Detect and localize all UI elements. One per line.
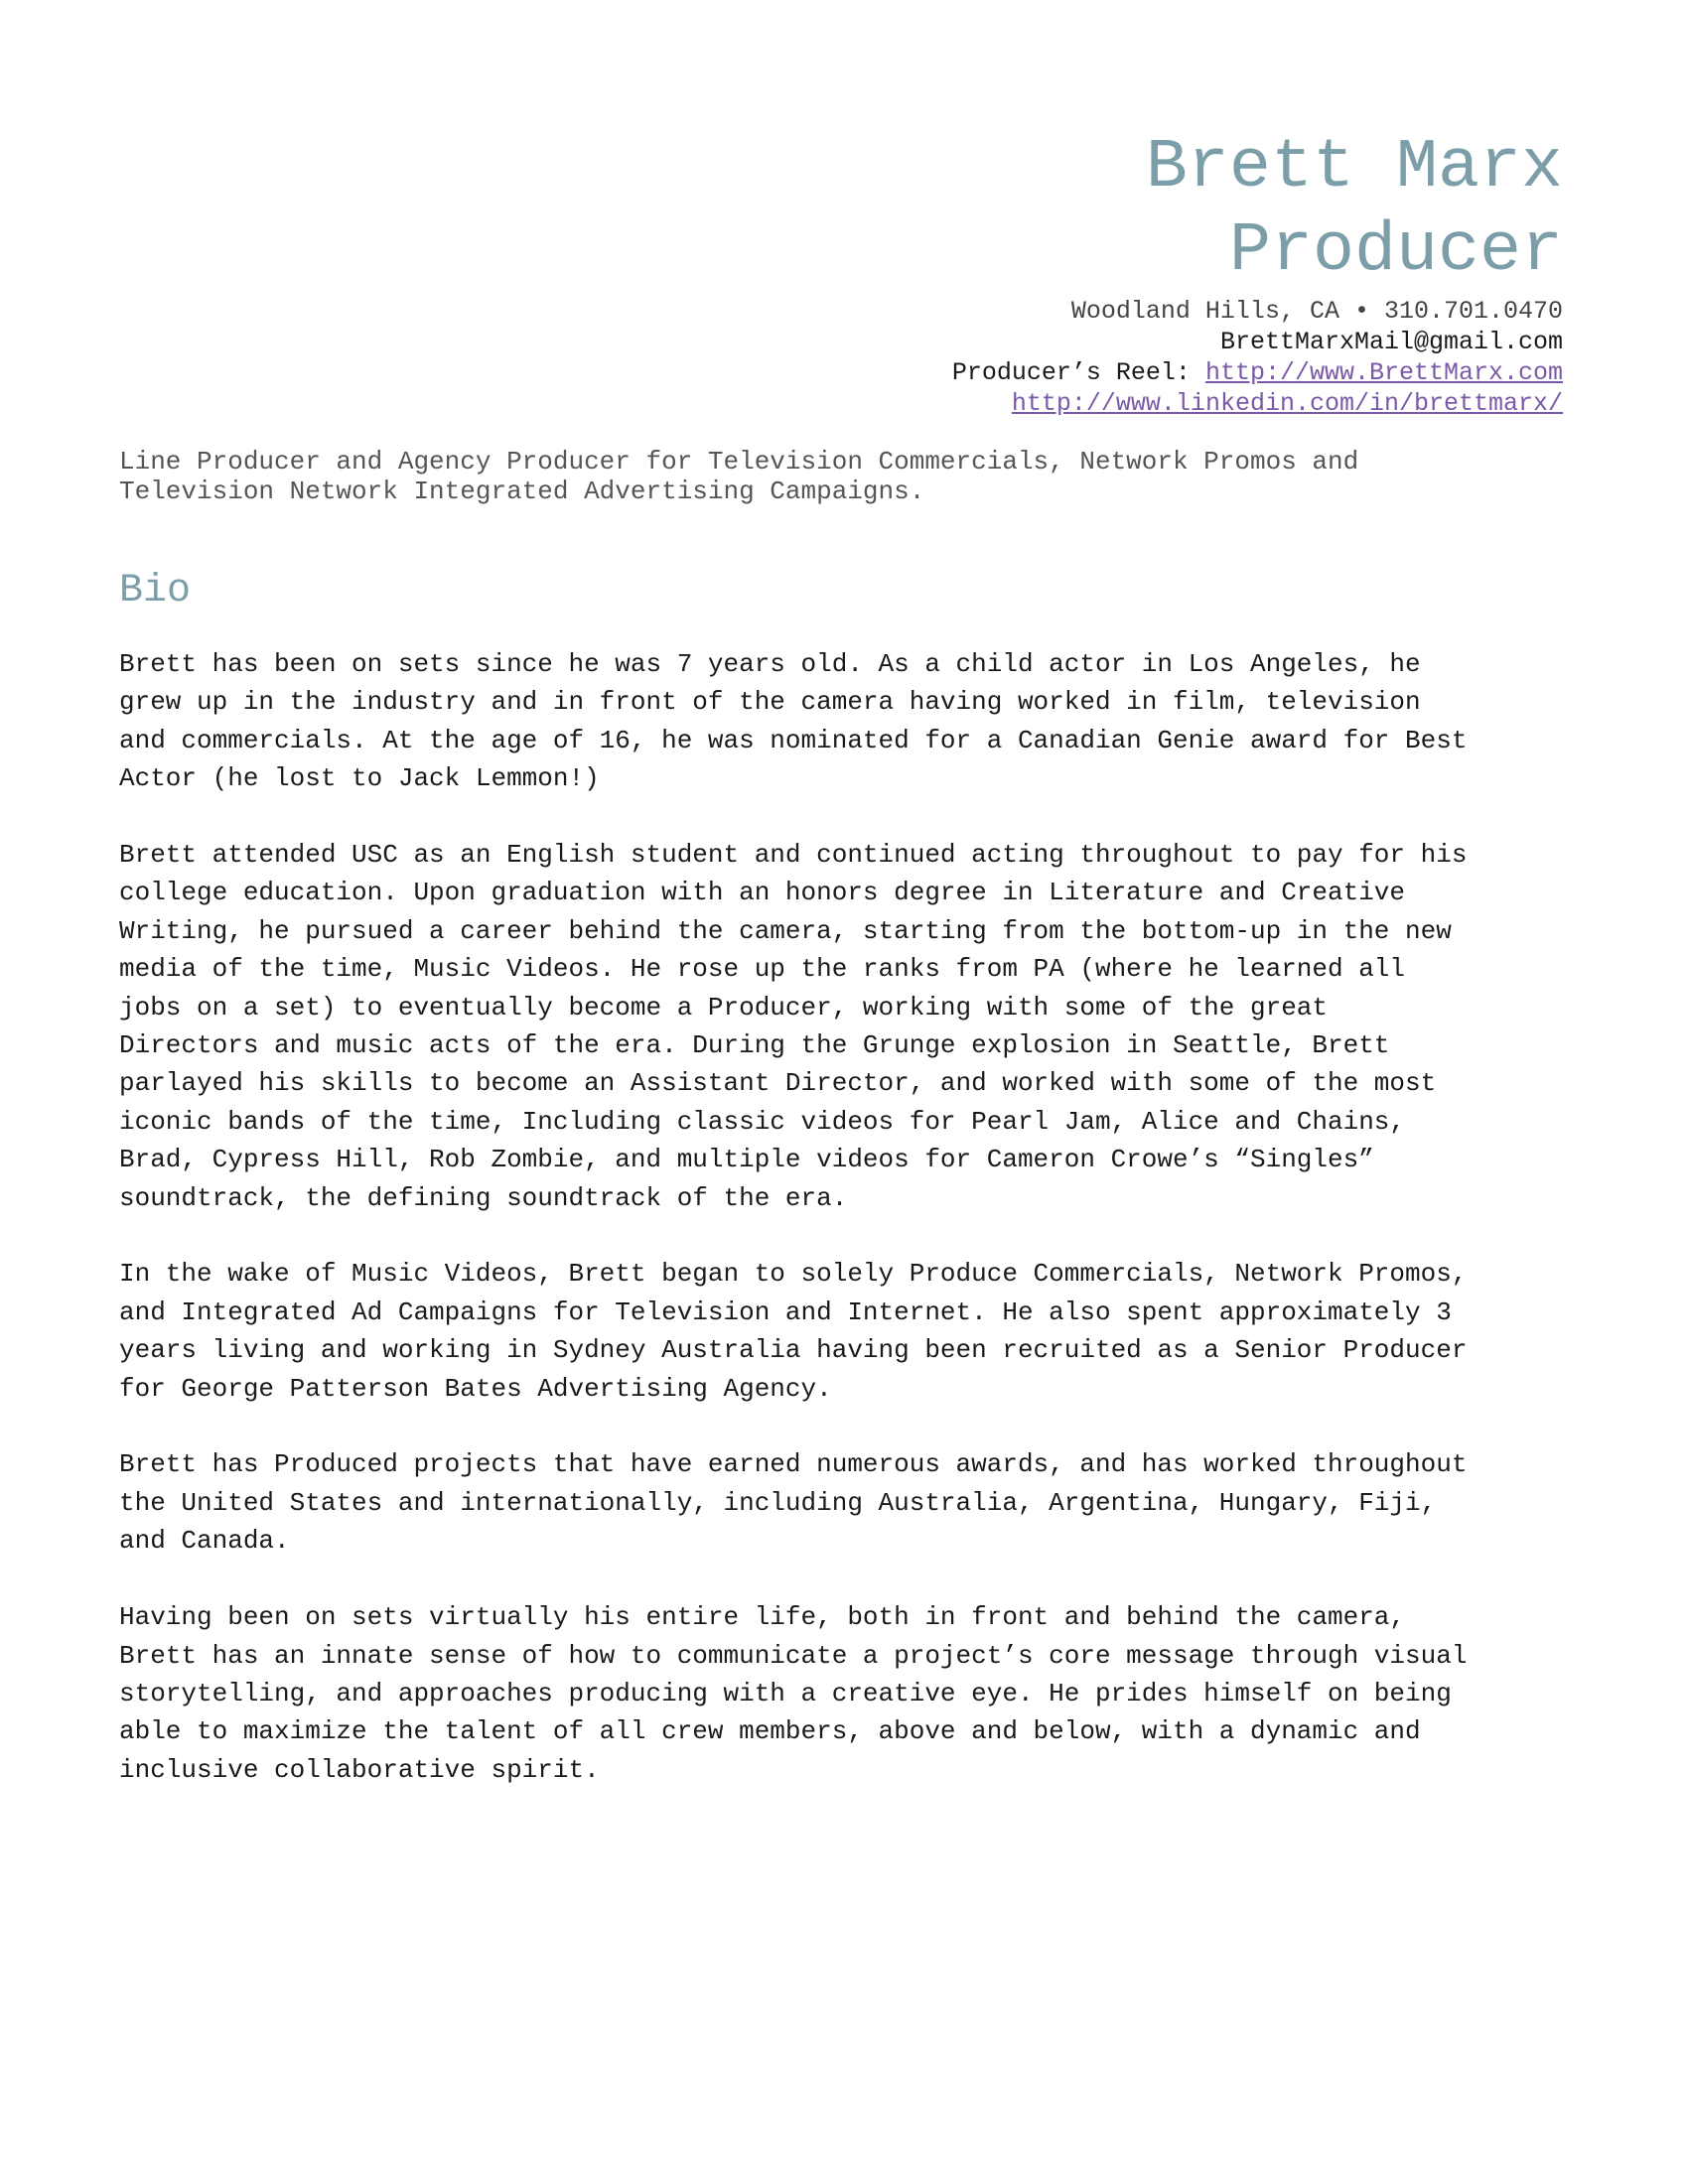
bio-paragraph: Brett has been on sets since he was 7 years old. As a child actor in Los Angeles, he grew up in the industry and in front of the camera having worked in film, television and commercials. At the age of 16, he was nominated for a Canadian Genie award for Best Actor (he lost to Jack Lemmon!) bbox=[119, 649, 1468, 794]
location-phone: Woodland Hills, CA • 310.701.0470 bbox=[1070, 297, 1563, 326]
bio-paragraph: Brett has Produced projects that have earned numerous awards, and has worked throughout the United States and internationally, including Australia, Argentina, Hungary, Fiji, and Canada. bbox=[119, 1449, 1468, 1557]
person-role: Producer bbox=[1228, 212, 1563, 291]
linkedin-link[interactable]: http://www.linkedin.com/in/brettmarx/ bbox=[1011, 389, 1563, 418]
person-name: Brett Marx bbox=[1145, 129, 1563, 207]
bio-paragraph: Having been on sets virtually his entire life, both in front and behind the camera, Brett has an innate sense of how to communicate a project’s core message through visual storytelling, and approaches producing with a creative eye. He prides himself on being able to maximize the talent of all crew members, above and below, with a dynamic and inclusive collaborative spirit. bbox=[119, 1602, 1468, 1785]
bio-section bbox=[119, 645, 1579, 1828]
reel-label: Producer’s Reel: bbox=[951, 358, 1205, 387]
resume-header bbox=[471, 127, 1563, 419]
professional-summary: Line Producer and Agency Producer for Television Commercials, Network Promos and Television Network Integrated Advertising Campaigns. bbox=[119, 447, 1359, 506]
bio-paragraph: Brett attended USC as an English student and continued acting throughout to pay for his college education. Upon graduation with an honors degree in Literature and Creative Writing, he pursued a career behind the camera, starting from the bottom-up in the new media of the time, Music Videos. He rose up the ranks from PA (where he learned all jobs on a set) to eventually become a Producer, working with some of the great Directors and music acts of the era. During the Grunge explosion in Seattle, Brett parlayed his skills to become an Assistant Director, and worked with some of the most iconic bands of the time, Including classic videos for Pearl Jam, Alice and Chains, Brad, Cypress Hill, Rob Zombie, and multiple videos for Cameron Crowe’s “Singles” soundtrack, the defining soundtrack of the era. bbox=[119, 840, 1468, 1213]
contact-block bbox=[471, 296, 1563, 419]
reel-line bbox=[471, 357, 1563, 388]
bio-paragraph: In the wake of Music Videos, Brett began to solely Produce Commercials, Network Promos, and Integrated Ad Campaigns for Television and Internet. He also spent approximately 3 years living and working in Sydney Australia having been recruited as a Senior Producer for George Patterson Bates Advertising Agency. bbox=[119, 1259, 1468, 1404]
bio-heading: Bio bbox=[119, 569, 192, 614]
linkedin-line bbox=[471, 388, 1563, 419]
reel-link[interactable]: http://www.BrettMarx.com bbox=[1204, 358, 1563, 387]
email-address: BrettMarxMail@gmail.com bbox=[1219, 328, 1563, 356]
